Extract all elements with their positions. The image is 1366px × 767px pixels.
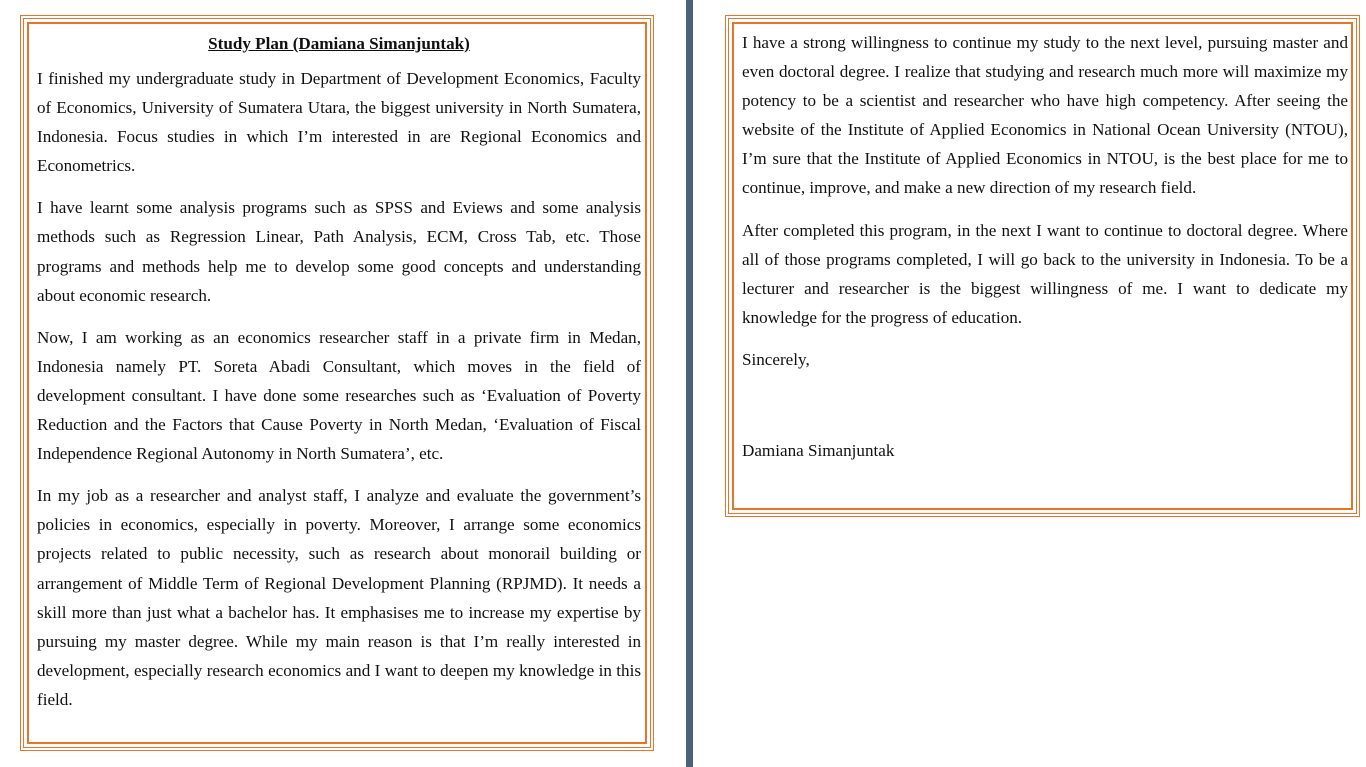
paragraph-skills: I have learnt some analysis programs such as SPSS and Eviews and some analysis methods such as Regression Linear, Path Analysis, ECM, Cross Tab, etc. Those programs and methods help me to develop some good concepts and understanding about economic research. bbox=[37, 198, 641, 305]
document-title: Study Plan (Damiana Simanjuntak) bbox=[208, 34, 470, 53]
page-divider bbox=[686, 0, 693, 767]
paragraph-future-plan: After completed this program, in the next I want to continue to doctoral degree. Where all of those programs completed, I will go back to the university in Indonesia. To be a lecturer and researcher is the biggest willingness of me. I want to dedicate my knowledge for the progress of education. bbox=[742, 220, 1348, 327]
left-page-content bbox=[37, 29, 641, 727]
paragraph-work: Now, I am working as an economics researcher staff in a private firm in Medan, Indonesia namely PT. Soreta Abadi Consultant, which moves in the field of development consultant. I have done some researches such as ‘Evaluation of Poverty Reduction and the Factors that Cause Poverty in North Medan, ‘Evaluation of Fiscal Independence Regional Autonomy in North Sumatera’, etc. bbox=[37, 327, 641, 464]
closing-salutation: Sincerely, bbox=[742, 349, 810, 369]
left-page-frame bbox=[20, 15, 654, 751]
paragraph-job-duties: In my job as a researcher and analyst staff, I analyze and evaluate the government’s policies in economics, especially in poverty. Moreover, I arrange some economics projects related to public necessity, such as research about monorail building or arrangement of Middle Term of Regional Development Planning (RPJMD). It needs a skill more than just what a bachelor has. It emphasises me to increase my expertise by pursuing my master degree. While my main reason is that I’m really interested in development, especially research economics and I want to deepen my knowledge in this field. bbox=[37, 486, 641, 709]
right-page-content bbox=[742, 28, 1348, 465]
signature-name: Damiana Simanjuntak bbox=[742, 441, 895, 461]
paragraph-education: I finished my undergraduate study in Department of Development Economics, Faculty of Economics, University of Sumatera Utara, the biggest university in North Sumatera, Indonesia. Focus studies in which I’m interested in are Regional Economics and Econometrics. bbox=[37, 69, 641, 176]
paragraph-motivation: I have a strong willingness to continue my study to the next level, pursuing master and even doctoral degree. I realize that studying and research much more will maximize my potency to be a scientist and researcher who have high competency. After seeing the website of the Institute of Applied Economics in National Ocean University (NTOU), I’m sure that the Institute of Applied Economics in NTOU, is the best place for me to continue, improve, and make a new direction of my research field. bbox=[742, 33, 1348, 198]
right-page-frame bbox=[725, 15, 1360, 517]
